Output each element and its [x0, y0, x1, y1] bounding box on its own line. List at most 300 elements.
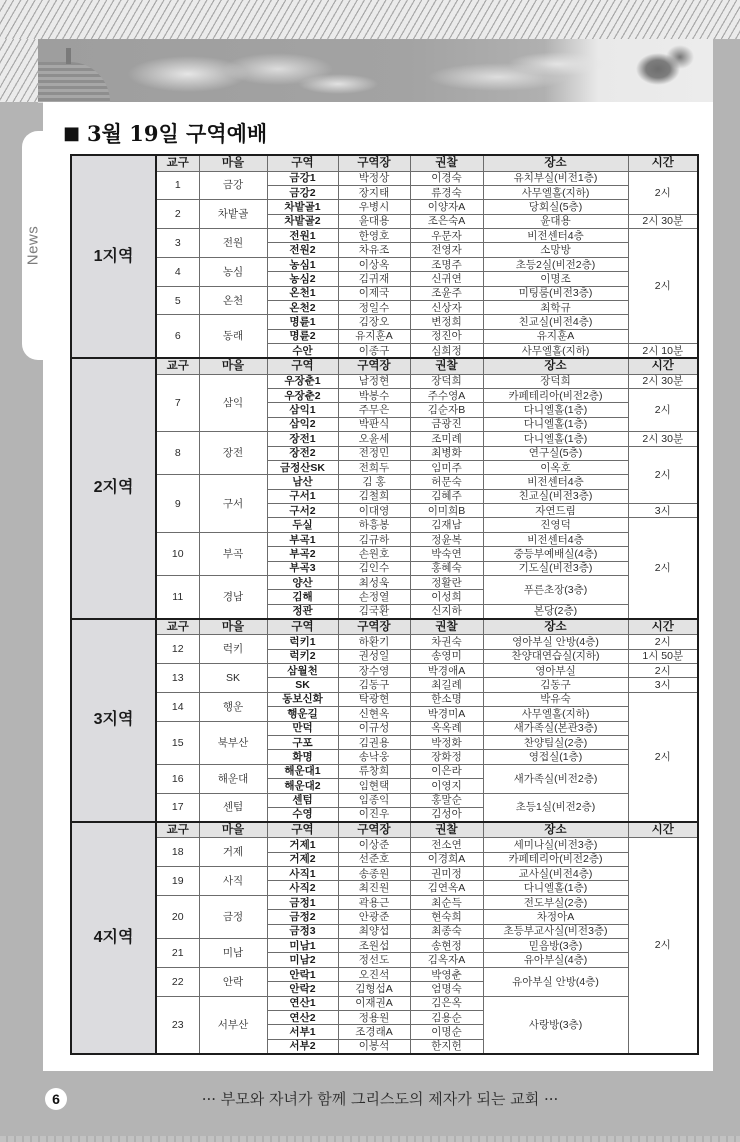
table-row — [71, 257, 698, 271]
column-header: 시간 — [628, 619, 698, 635]
gwonchal-name: 류경숙 — [410, 185, 483, 199]
parish-number: 2 — [156, 200, 199, 229]
page-title-text: 3월 19일 구역예배 — [87, 121, 268, 146]
district-name: 금정1 — [267, 895, 338, 909]
table-row — [71, 895, 698, 909]
gwonchal-name: 박경애A — [410, 664, 483, 678]
gwonchal-name: 이미희B — [410, 504, 483, 518]
table-row — [71, 315, 698, 329]
table-row — [71, 374, 698, 388]
gwonchal-name: 신지하 — [410, 604, 483, 618]
table-row — [71, 867, 698, 881]
gwonchal-name: 이경희A — [410, 852, 483, 866]
district-name: 금정산SK — [267, 460, 338, 474]
district-name: 수안 — [267, 344, 338, 358]
district-name: 연산1 — [267, 996, 338, 1010]
village-name: 사직 — [199, 867, 267, 896]
meeting-place: 푸른초장(3층) — [483, 576, 628, 605]
parish-number: 8 — [156, 432, 199, 475]
gwonchal-name: 조윤주 — [410, 286, 483, 300]
parish-number: 3 — [156, 229, 199, 258]
district-leader: 송낙웅 — [338, 750, 410, 764]
gwonchal-name: 신귀연 — [410, 272, 483, 286]
district-leader: 송종원 — [338, 867, 410, 881]
table-row — [71, 635, 698, 649]
gwonchal-name: 김성아 — [410, 807, 483, 821]
gwonchal-name: 장화정 — [410, 750, 483, 764]
meeting-time: 2시 — [628, 664, 698, 678]
district-leader: 주무은 — [338, 403, 410, 417]
parish-number: 7 — [156, 374, 199, 432]
district-name: 양산 — [267, 576, 338, 590]
district-name: 장전1 — [267, 432, 338, 446]
district-leader: 선준호 — [338, 852, 410, 866]
district-leader: 남정현 — [338, 374, 410, 388]
column-header: 시간 — [628, 155, 698, 171]
meeting-place: 비전센터4층 — [483, 532, 628, 546]
meeting-place: 영아부실 안방(4층) — [483, 635, 628, 649]
meeting-place: 최학규 — [483, 301, 628, 315]
district-name: 김해 — [267, 590, 338, 604]
column-header: 마을 — [199, 822, 267, 838]
gwonchal-name: 금광진 — [410, 417, 483, 431]
parish-number: 4 — [156, 257, 199, 286]
meeting-place: 초등2실(비전2층) — [483, 257, 628, 271]
district-leader: 유지훈A — [338, 329, 410, 343]
gwonchal-name: 박정화 — [410, 735, 483, 749]
meeting-place: 연구실(5층) — [483, 446, 628, 460]
region-label: 3지역 — [71, 619, 156, 822]
district-name: 서부2 — [267, 1039, 338, 1053]
village-name: 경남 — [199, 576, 267, 619]
gwonchal-name: 허문숙 — [410, 475, 483, 489]
meeting-place: 자연드림 — [483, 504, 628, 518]
parish-number: 16 — [156, 764, 199, 793]
district-leader: 한영호 — [338, 229, 410, 243]
parish-number: 18 — [156, 838, 199, 867]
district-name: 럭키2 — [267, 649, 338, 663]
left-hatch-pattern — [0, 39, 38, 102]
district-leader: 임현택 — [338, 779, 410, 793]
gwonchal-name: 정활란 — [410, 576, 483, 590]
meeting-place: 이옥호 — [483, 460, 628, 474]
table-row — [71, 532, 698, 546]
district-name: 두실 — [267, 518, 338, 532]
column-header: 구역장 — [338, 358, 410, 374]
district-leader: 곽용근 — [338, 895, 410, 909]
meeting-place: 카페테리아(비전2층) — [483, 388, 628, 402]
village-name: 행운 — [199, 692, 267, 721]
gwonchal-name: 조명주 — [410, 257, 483, 271]
meeting-place: 믿음방(3층) — [483, 939, 628, 953]
region-label: 2지역 — [71, 358, 156, 619]
gwonchal-name: 송현정 — [410, 939, 483, 953]
table-header-row — [71, 619, 698, 635]
district-name: 남산 — [267, 475, 338, 489]
meeting-time: 1시 50분 — [628, 649, 698, 663]
parish-number: 5 — [156, 286, 199, 315]
district-name: 삼월천 — [267, 664, 338, 678]
district-name: 전원2 — [267, 243, 338, 257]
district-name: 구서1 — [267, 489, 338, 503]
meeting-place: 초등부교사실(비전3층) — [483, 924, 628, 938]
district-name: 서부1 — [267, 1025, 338, 1039]
gwonchal-name: 한지헌 — [410, 1039, 483, 1053]
district-leader: 손원호 — [338, 547, 410, 561]
district-name: 사직1 — [267, 867, 338, 881]
district-name: 금강1 — [267, 171, 338, 185]
district-name: 우장춘2 — [267, 388, 338, 402]
district-name: 미남1 — [267, 939, 338, 953]
column-header: 구역장 — [338, 155, 410, 171]
district-leader: 이종구 — [338, 344, 410, 358]
column-header: 권찰 — [410, 358, 483, 374]
district-leader: 이상옥 — [338, 257, 410, 271]
district-name: 명륜2 — [267, 329, 338, 343]
district-name: 삼익2 — [267, 417, 338, 431]
parish-number: 20 — [156, 895, 199, 938]
parish-number: 13 — [156, 664, 199, 693]
meeting-place: 박유숙 — [483, 692, 628, 706]
parish-number: 14 — [156, 692, 199, 721]
district-leader: 장수영 — [338, 664, 410, 678]
square-bullet-icon: ■ — [63, 122, 81, 144]
table-row — [71, 967, 698, 981]
meeting-place: 차정아A — [483, 910, 628, 924]
district-name: 부곡1 — [267, 532, 338, 546]
district-name: SK — [267, 678, 338, 692]
gwonchal-name: 현숙희 — [410, 910, 483, 924]
meeting-place: 다니엘홀(1층) — [483, 881, 628, 895]
parish-number: 21 — [156, 939, 199, 968]
district-leader: 차유조 — [338, 243, 410, 257]
table-row — [71, 721, 698, 735]
district-leader: 손정열 — [338, 590, 410, 604]
meeting-time: 2시 — [628, 229, 698, 344]
district-leader: 박판식 — [338, 417, 410, 431]
header-banner-image — [38, 39, 713, 103]
district-name: 우장춘1 — [267, 374, 338, 388]
column-header: 권찰 — [410, 822, 483, 838]
region-label: 4지역 — [71, 822, 156, 1054]
gwonchal-name: 송영미 — [410, 649, 483, 663]
page-title — [63, 118, 267, 148]
column-header: 구역장 — [338, 619, 410, 635]
parish-number: 15 — [156, 721, 199, 764]
gwonchal-name: 엄명숙 — [410, 982, 483, 996]
column-header: 구역 — [267, 619, 338, 635]
side-tab-text: News — [24, 225, 42, 266]
meeting-time: 2시 — [628, 838, 698, 1054]
meeting-place: 유아부실 안방(4층) — [483, 967, 628, 996]
table-row — [71, 996, 698, 1010]
district-leader: 이대영 — [338, 504, 410, 518]
parish-number: 1 — [156, 171, 199, 200]
gwonchal-name: 장덕희 — [410, 374, 483, 388]
gwonchal-name: 박영춘 — [410, 967, 483, 981]
district-name: 온천1 — [267, 286, 338, 300]
district-name: 사직2 — [267, 881, 338, 895]
gwonchal-name: 변정희 — [410, 315, 483, 329]
table-row — [71, 200, 698, 214]
district-leader: 오윤세 — [338, 432, 410, 446]
district-leader: 김권용 — [338, 735, 410, 749]
district-leader: 이진우 — [338, 807, 410, 821]
parish-number: 10 — [156, 532, 199, 575]
meeting-place: 새가족실(비전2층) — [483, 764, 628, 793]
parish-number: 9 — [156, 475, 199, 533]
district-leader: 최진원 — [338, 881, 410, 895]
column-header: 교구 — [156, 358, 199, 374]
parish-number: 17 — [156, 793, 199, 822]
gwonchal-name: 정윤복 — [410, 532, 483, 546]
meeting-place: 중등부예배실(4층) — [483, 547, 628, 561]
meeting-place: 카페테리아(비전2층) — [483, 852, 628, 866]
gwonchal-name: 정진아 — [410, 329, 483, 343]
district-name: 안락1 — [267, 967, 338, 981]
column-header: 시간 — [628, 358, 698, 374]
meeting-place: 유지훈A — [483, 329, 628, 343]
village-name: 금강 — [199, 171, 267, 200]
district-leader: 신현옥 — [338, 707, 410, 721]
village-name: 미남 — [199, 939, 267, 968]
district-leader: 김형섭A — [338, 982, 410, 996]
meeting-place: 사무엘홀(지하) — [483, 707, 628, 721]
meeting-place: 전도부실(2층) — [483, 895, 628, 909]
page-number-badge: 6 — [45, 1088, 67, 1110]
district-name: 안락2 — [267, 982, 338, 996]
gwonchal-name: 주수영A — [410, 388, 483, 402]
gwonchal-name: 조미례 — [410, 432, 483, 446]
district-name: 명륜1 — [267, 315, 338, 329]
column-header: 구역장 — [338, 822, 410, 838]
village-name: 전원 — [199, 229, 267, 258]
gwonchal-name: 김재남 — [410, 518, 483, 532]
parish-number: 22 — [156, 967, 199, 996]
village-name: SK — [199, 664, 267, 693]
meeting-time: 2시 — [628, 446, 698, 504]
gwonchal-name: 이영지 — [410, 779, 483, 793]
meeting-place: 소망방 — [483, 243, 628, 257]
top-hatch-pattern — [0, 0, 740, 39]
meeting-time: 2시 — [628, 171, 698, 214]
village-name: 안락 — [199, 967, 267, 996]
village-name: 장전 — [199, 432, 267, 475]
meeting-place: 다니엘홀(1층) — [483, 432, 628, 446]
district-leader: 박정상 — [338, 171, 410, 185]
village-name: 금정 — [199, 895, 267, 938]
gwonchal-name: 박숙연 — [410, 547, 483, 561]
table-row — [71, 229, 698, 243]
district-name: 차밭골2 — [267, 214, 338, 228]
district-leader: 조경래A — [338, 1025, 410, 1039]
meeting-time: 2시 30분 — [628, 214, 698, 228]
district-name: 구포 — [267, 735, 338, 749]
meeting-place: 유아부실(4층) — [483, 953, 628, 967]
district-name: 동보신화 — [267, 692, 338, 706]
meeting-place: 영접실(1층) — [483, 750, 628, 764]
meeting-time: 2시 30분 — [628, 432, 698, 446]
gwonchal-name: 최길례 — [410, 678, 483, 692]
meeting-time: 2시 30분 — [628, 374, 698, 388]
meeting-time: 3시 — [628, 678, 698, 692]
meeting-time: 2시 — [628, 518, 698, 619]
village-name: 해운대 — [199, 764, 267, 793]
column-header: 장소 — [483, 155, 628, 171]
parish-number: 11 — [156, 576, 199, 619]
table-row — [71, 764, 698, 778]
district-name: 구서2 — [267, 504, 338, 518]
column-header: 교구 — [156, 155, 199, 171]
gwonchal-name: 이경숙 — [410, 171, 483, 185]
gwonchal-name: 임미주 — [410, 460, 483, 474]
meeting-place: 사랑방(3층) — [483, 996, 628, 1054]
meeting-place: 다니엘홀(1층) — [483, 417, 628, 431]
district-leader: 전정민 — [338, 446, 410, 460]
column-header: 마을 — [199, 155, 267, 171]
gwonchal-name: 전영자 — [410, 243, 483, 257]
district-leader: 김장오 — [338, 315, 410, 329]
gwonchal-name: 최순득 — [410, 895, 483, 909]
meeting-place: 당회실(5층) — [483, 200, 628, 214]
district-leader: 하흥봉 — [338, 518, 410, 532]
gwonchal-name: 권미정 — [410, 867, 483, 881]
district-leader: 김인수 — [338, 561, 410, 575]
meeting-place: 세미나실(비전3층) — [483, 838, 628, 852]
meeting-place: 기도실(비전3층) — [483, 561, 628, 575]
column-header: 교구 — [156, 619, 199, 635]
region-label: 1지역 — [71, 155, 156, 358]
district-name: 연산2 — [267, 1010, 338, 1024]
meeting-time: 2시 — [628, 635, 698, 649]
district-name: 금정2 — [267, 910, 338, 924]
district-leader: 최양섭 — [338, 924, 410, 938]
meeting-time: 3시 — [628, 504, 698, 518]
gwonchal-name: 심희정 — [410, 344, 483, 358]
district-name: 농심1 — [267, 257, 338, 271]
district-name: 수영 — [267, 807, 338, 821]
meeting-place: 윤대용 — [483, 214, 628, 228]
district-leader: 이제국 — [338, 286, 410, 300]
meeting-place: 유치부실(비전1층) — [483, 171, 628, 185]
parish-number: 12 — [156, 635, 199, 664]
meeting-place: 찬양팀실(2층) — [483, 735, 628, 749]
district-name: 장전2 — [267, 446, 338, 460]
district-name: 해운대2 — [267, 779, 338, 793]
gwonchal-name: 한소명 — [410, 692, 483, 706]
gwonchal-name: 박경미A — [410, 707, 483, 721]
column-header: 장소 — [483, 358, 628, 374]
district-name: 부곡2 — [267, 547, 338, 561]
gwonchal-name: 이성희 — [410, 590, 483, 604]
meeting-place: 찬양대연습실(지하) — [483, 649, 628, 663]
column-header: 장소 — [483, 619, 628, 635]
gwonchal-name: 전소연 — [410, 838, 483, 852]
district-leader: 임종익 — [338, 793, 410, 807]
district-leader: 우병시 — [338, 200, 410, 214]
gwonchal-name: 홍말순 — [410, 793, 483, 807]
column-header: 장소 — [483, 822, 628, 838]
district-name: 만덕 — [267, 721, 338, 735]
gwonchal-name: 차권숙 — [410, 635, 483, 649]
meeting-time: 2시 — [628, 692, 698, 822]
meeting-place: 비전센터4층 — [483, 229, 628, 243]
district-leader: 탁광현 — [338, 692, 410, 706]
village-name: 거제 — [199, 838, 267, 867]
district-name: 럭키1 — [267, 635, 338, 649]
district-leader: 권성일 — [338, 649, 410, 663]
district-leader: 전희두 — [338, 460, 410, 474]
meeting-place: 친교실(비전3층) — [483, 489, 628, 503]
table-row — [71, 432, 698, 446]
meeting-place: 이명조 — [483, 272, 628, 286]
gwonchal-name: 조은숙A — [410, 214, 483, 228]
district-leader: 이규성 — [338, 721, 410, 735]
district-name: 삼익1 — [267, 403, 338, 417]
table-row — [71, 838, 698, 852]
district-name: 부곡3 — [267, 561, 338, 575]
village-name: 럭키 — [199, 635, 267, 664]
village-name: 센텀 — [199, 793, 267, 822]
banner-tower-graphic — [66, 48, 71, 64]
district-name: 온천2 — [267, 301, 338, 315]
village-name: 동래 — [199, 315, 267, 358]
schedule-table-body — [71, 155, 698, 1054]
district-name: 해운대1 — [267, 764, 338, 778]
footer-motto: ··· 부모와 자녀가 함께 그리스도의 제자가 되는 교회 ··· — [201, 1090, 559, 1108]
meeting-place: 영아부실 — [483, 664, 628, 678]
district-leader: 장지태 — [338, 185, 410, 199]
district-leader: 안광준 — [338, 910, 410, 924]
gwonchal-name: 김은옥 — [410, 996, 483, 1010]
district-leader: 정용원 — [338, 1010, 410, 1024]
district-leader: 이상준 — [338, 838, 410, 852]
table-header-row — [71, 822, 698, 838]
meeting-time: 2시 — [628, 388, 698, 431]
meeting-place: 김동구 — [483, 678, 628, 692]
village-name: 부곡 — [199, 532, 267, 575]
gwonchal-name: 이명순 — [410, 1025, 483, 1039]
district-leader: 윤대용 — [338, 214, 410, 228]
table-row — [71, 793, 698, 807]
gwonchal-name: 최병화 — [410, 446, 483, 460]
table-row — [71, 286, 698, 300]
gwonchal-name: 김옥자A — [410, 953, 483, 967]
district-leader: 하환기 — [338, 635, 410, 649]
column-header: 시간 — [628, 822, 698, 838]
district-name: 거제1 — [267, 838, 338, 852]
parish-number: 23 — [156, 996, 199, 1054]
meeting-place: 교사실(비전4층) — [483, 867, 628, 881]
table-header-row — [71, 155, 698, 171]
district-name: 미남2 — [267, 953, 338, 967]
meeting-place: 다니엘홀(1층) — [483, 403, 628, 417]
district-leader: 김 홍 — [338, 475, 410, 489]
column-header: 구역 — [267, 822, 338, 838]
table-row — [71, 576, 698, 590]
gwonchal-name: 최종숙 — [410, 924, 483, 938]
schedule-table — [70, 154, 699, 1055]
column-header: 권찰 — [410, 619, 483, 635]
meeting-place: 진영덕 — [483, 518, 628, 532]
column-header: 권찰 — [410, 155, 483, 171]
gwonchal-name: 김순자B — [410, 403, 483, 417]
table-row — [71, 692, 698, 706]
side-tab-label — [22, 131, 43, 360]
column-header: 마을 — [199, 358, 267, 374]
meeting-place: 초등1실(비전2층) — [483, 793, 628, 822]
gwonchal-name: 김연옥A — [410, 881, 483, 895]
